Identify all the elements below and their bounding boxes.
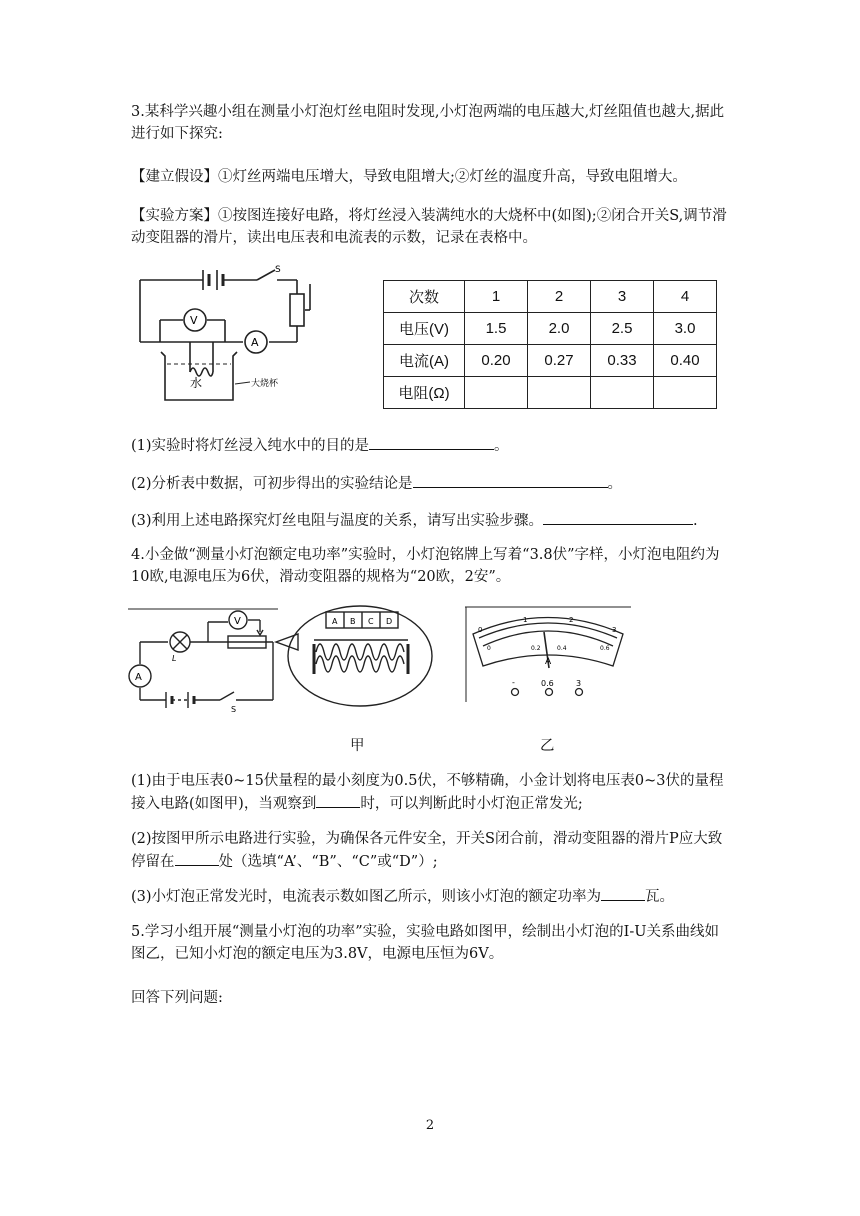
q3-sub2-end: 。	[607, 476, 623, 492]
table-cell	[591, 377, 654, 409]
table-cell: 0.20	[465, 345, 528, 377]
voltmeter-label: V	[190, 314, 198, 327]
slider-label-b: B	[350, 617, 356, 626]
answer-blank[interactable]	[413, 472, 608, 488]
table-cell: 次数	[384, 281, 465, 313]
q3-circuit-diagram	[135, 262, 335, 412]
q3-sub2	[131, 472, 731, 495]
data-table	[383, 280, 717, 409]
table-row	[384, 281, 717, 313]
q4-sub3-text: (3)小灯泡正常发光时，电流表示数如图乙所示，则该小灯泡的额定功率为	[131, 889, 602, 905]
lamp-label: L	[172, 654, 177, 663]
table-row	[384, 313, 717, 345]
unit-label: A	[545, 657, 552, 667]
switch-label: S	[275, 265, 281, 275]
table-cell	[654, 377, 717, 409]
table-cell: 电压(V)	[384, 313, 465, 345]
q3-sub2-text: (2)分析表中数据，可初步得出的实验结论是	[131, 476, 413, 492]
scale-bottom-0: 0	[487, 645, 491, 652]
table-row	[384, 377, 717, 409]
water-label: 水	[190, 376, 203, 390]
table-cell	[528, 377, 591, 409]
q4-sub1	[131, 770, 731, 815]
q4-sub1-end: 时，可以判断此时小灯泡正常发光;	[360, 796, 583, 812]
table-cell: 2.0	[528, 313, 591, 345]
table-cell: 1.5	[465, 313, 528, 345]
voltmeter-label: V	[234, 616, 241, 627]
q3-sub1	[131, 434, 731, 457]
q3-plan: 【实验方案】①按图连接好电路，将灯丝浸入装满纯水的大烧杯中(如图);②闭合开关S,调节滑动变阻器的滑片，读出电压表和电流表的示数，记录在表格中。	[131, 208, 727, 246]
q3-sub3-end: .	[693, 513, 698, 529]
answer-blank[interactable]	[316, 792, 360, 808]
answer-blank[interactable]	[175, 850, 219, 866]
caption-yi: 乙	[540, 738, 555, 754]
q4-sub2-end: 处（选填“A’、“B”、“C”或“D”）;	[218, 854, 438, 870]
table-cell: 电阻(Ω)	[384, 377, 465, 409]
q3-intro: 3.某科学兴趣小组在测量小灯泡灯丝电阻时发现,小灯泡两端的电压越大,灯丝阻值也越大,据此进行如下探究:	[131, 104, 725, 142]
answer-blank[interactable]	[601, 885, 645, 901]
table-cell: 电流(A)	[384, 345, 465, 377]
q4-sub1-text: (1)由于电压表0~15伏量程的最小刻度为0.5伏，不够精确，小金计划将电压表0~3伏的量程接入电路(如图甲)，当观察到	[131, 773, 724, 812]
table-cell: 0.40	[654, 345, 717, 377]
answer-blank[interactable]	[543, 509, 693, 525]
q5-intro: 5.学习小组开展“测量小灯泡的功率”实验，实验电路如图甲，绘制出小灯泡的I-U关系曲线如图乙，已知小灯泡的额定电压为3.8V，电源电压恒为6V。	[131, 924, 720, 962]
q3-sub1-text: (1)实验时将灯丝浸入纯水中的目的是	[131, 438, 370, 454]
table-cell: 3	[591, 281, 654, 313]
scale-top-1: 1	[523, 616, 528, 624]
terminal-3: 3	[576, 679, 582, 688]
q3-sub3-text: (3)利用上述电路探究灯丝电阻与温度的关系，请写出实验步骤。	[131, 513, 544, 529]
ammeter-label: A	[251, 336, 259, 349]
q4-sub3	[131, 885, 731, 908]
q3-sub3	[131, 509, 731, 532]
q3-hypothesis: 【建立假设】①灯丝两端电压增大，导致电阻增大;②灯丝的温度升高，导致电阻增大。	[131, 169, 687, 185]
table-cell: 2.5	[591, 313, 654, 345]
beaker-label: 大烧杯	[251, 379, 279, 389]
slider-label-d: D	[386, 617, 393, 626]
table-cell: 2	[528, 281, 591, 313]
slider-label-c: C	[368, 617, 374, 626]
table-cell: 1	[465, 281, 528, 313]
terminal-negative: -	[512, 678, 515, 687]
scale-bottom-2: 0.4	[557, 645, 567, 652]
q5-prompt: 回答下列问题:	[131, 990, 223, 1006]
caption-jia: 甲	[350, 738, 365, 754]
table-cell: 4	[654, 281, 717, 313]
table-row	[384, 345, 717, 377]
slider-label-a: A	[332, 617, 338, 626]
table-cell: 0.27	[528, 345, 591, 377]
scale-bottom-1: 0.2	[531, 645, 541, 652]
q4-sub2	[131, 828, 731, 873]
scale-bottom-3: 0.6	[600, 645, 610, 652]
scale-top-3: 3	[612, 626, 617, 634]
scale-top-2: 2	[569, 616, 574, 624]
scale-top-0: 0	[478, 626, 483, 634]
ammeter-label: A	[135, 672, 142, 683]
q4-intro: 4.小金做“测量小灯泡额定电功率”实验时，小灯泡铭牌上写着“3.8伏”字样，小灯泡电阻约为10欧,电源电压为6伏，滑动变阻器的规格为“20欧，2安”。	[131, 547, 720, 585]
q4-figure-jia	[128, 604, 438, 712]
q4-figure-yi-meter	[465, 606, 631, 702]
table-cell: 0.33	[591, 345, 654, 377]
page-number: 2	[425, 1118, 435, 1133]
answer-blank[interactable]	[369, 434, 494, 450]
q3-sub1-end: 。	[494, 438, 509, 454]
switch-label: S	[231, 705, 237, 712]
q4-sub3-end: 瓦。	[645, 889, 675, 905]
table-cell	[465, 377, 528, 409]
table-cell: 3.0	[654, 313, 717, 345]
q4-sub2-text: (2)按图甲所示电路进行实验，为确保各元件安全，开关S闭合前，滑动变阻器的滑片P应大致停留在	[131, 831, 723, 870]
terminal-06: 0.6	[541, 679, 554, 688]
